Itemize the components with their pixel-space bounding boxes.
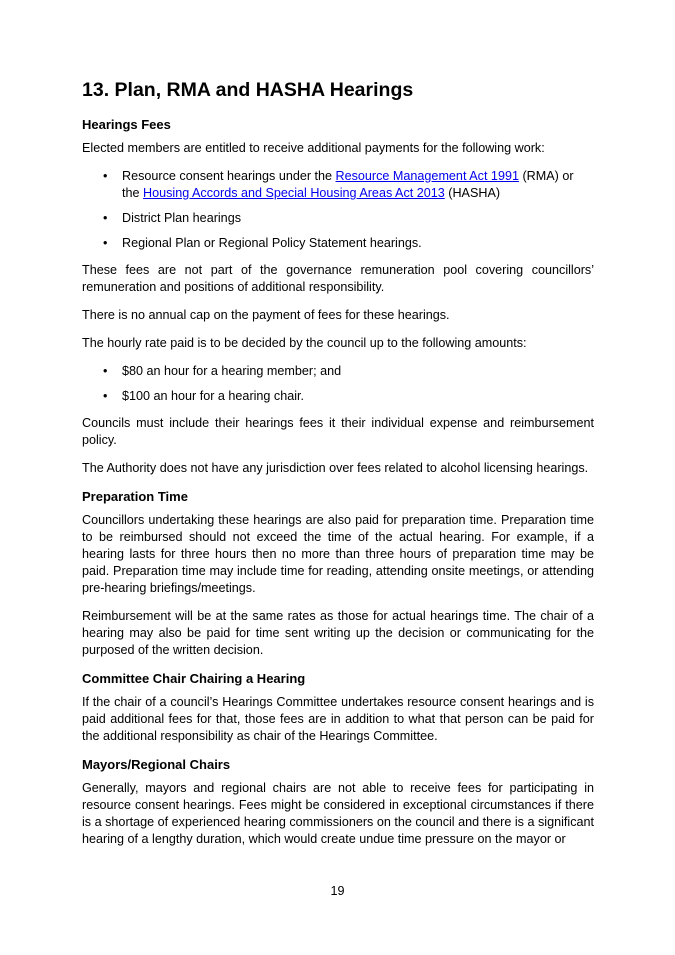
fees-para-1: These fees are not part of the governance remuneration pool covering councillors’ remuneration and positions of additional responsibility. [82,263,594,294]
bullet-icon: • [103,389,108,403]
document-page [82,78,594,859]
committee-para-1: If the chair of a council’s Hearings Committee undertakes resource consent hearings and is paid additional fees for that, those fees are in addition to what that person can be paid for the additional responsibility as chair of the Hearings Committee. [82,695,594,743]
list-item: • District Plan hearings [103,211,241,225]
list-item: • $100 an hour for a hearing chair. [103,389,305,403]
heading-committee-chair: Committee Chair Chairing a Hearing [82,671,306,686]
heading-preparation-time: Preparation Time [82,489,188,504]
list-item: • $80 an hour for a hearing member; and [103,364,342,378]
bullet-icon: • [103,211,108,225]
bullet-icon: • [103,364,108,378]
fees-para-5: The Authority does not have any jurisdiction over fees related to alcohol licensing hearings. [82,461,589,475]
fees-para-2: There is no annual cap on the payment of fees for these hearings. [82,308,450,322]
prep-para-1: Councillors undertaking these hearings are also paid for preparation time. Preparation time to be reimbursed should not exceed the time of the actual hearing. For example, if a hearing lasts for three hours then no more than three hours of preparation time may be paid. Preparation time may include time for reading, attending onsite meetings, or attending pre-hearing briefings/meetings. [82,513,594,595]
fees-intro: Elected members are entitled to receive additional payments for the following work: [82,141,545,155]
heading-mayors-regional-chairs: Mayors/Regional Chairs [82,757,231,772]
list-item: • Resource consent hearings under the Resource Management Act 1991 (RMA) or the Housing Accords and Special Housing Areas Act 2013 (HASHA) [103,169,574,200]
fees-para-3: The hourly rate paid is to be decided by the council up to the following amounts: [82,336,527,350]
fees-para-4: Councils must include their hearings fees it their individual expense and reimbursement policy. [82,416,594,447]
work-list [82,168,594,252]
heading-hearings-fees: Hearings Fees [82,117,171,132]
rate-list [82,363,594,405]
prep-para-2: Reimbursement will be at the same rates as those for actual hearings time. The chair of a hearing may also be paid for time sent writing up the decision or communicating for the purposed of the written decision. [82,609,594,657]
rma-link[interactable]: Resource Management Act 1991 [335,169,519,183]
mayors-para-1: Generally, mayors and regional chairs are not able to receive fees for participating in resource consent hearings. Fees might be considered in exceptional circumstances if there is a shortage of experienced hearing commissioners on the council and there is a significant hearing of a lengthy duration, which would create undue time pressure on the mayor or [82,781,594,846]
bullet-icon: • [103,236,108,250]
bullet-icon: • [103,169,108,183]
page-number: 19 [330,884,345,898]
list-item: • Regional Plan or Regional Policy Statement hearings. [103,236,422,250]
hasha-link[interactable]: Housing Accords and Special Housing Areas Act 2013 [143,186,445,200]
page-title: 13. Plan, RMA and HASHA Hearings [82,79,414,101]
